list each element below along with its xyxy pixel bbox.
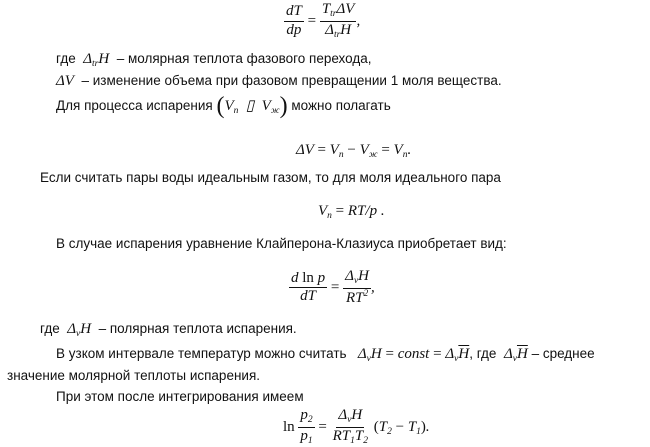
text-volume-definition: – изменение объема при фазовом превращении 1 моля вещества. <box>81 73 502 88</box>
text-line-ideal-gas <box>40 170 501 185</box>
symbol-delta-tr-h: $\Delta_{tr}H$ <box>79 51 113 69</box>
word-ln-2: ln <box>283 418 295 435</box>
word-const: const <box>397 346 430 362</box>
equation-ideal-gas: $V_п = RT/p$ . <box>318 203 385 221</box>
equation-integrated: ln $\frac{p_2}{p_1}$ = $\frac{\Delta_vH}{RT_1T_2}$ $(T_2 - T_1)$. <box>283 407 430 446</box>
word-where: где <box>56 51 76 66</box>
text-line-volume-definition <box>56 73 502 90</box>
text-narrow-cont: значение молярной теплоты испарения. <box>7 368 261 383</box>
symbol-mean-heat: $\Delta_v\overline{H}$ <box>500 346 528 364</box>
text-line-vaporization-heat <box>40 321 297 339</box>
text-evaporation-post: можно полагать <box>291 98 391 113</box>
text-narrow-mid: , где <box>469 346 497 361</box>
text-line-heat-definition <box>56 51 372 69</box>
equation-clausius-clapeyron: $\frac{\text{d ln p}}{dT}$ = $\frac{\Delta_vH}{RT^2}$ , <box>291 268 375 306</box>
symbol-delta-v: ΔV <box>56 73 78 89</box>
equation-clapeyron: $\frac{dT}{dp}$ = $\frac{T_{tr}\Delta V}{\Delta_{tr}H}$ , <box>286 1 361 40</box>
text-line-clausius-intro <box>56 236 507 251</box>
text-heat-definition: – молярная теплота фазового перехода, <box>116 51 372 66</box>
expression-vp-gg-vzh: ($V_п$ ▯ $V_ж$) <box>216 93 288 119</box>
symbol-delta-v-h: $\Delta_vH$ <box>63 321 95 339</box>
text-integration: При этом после интегрирования имеем <box>56 389 304 404</box>
expression-const-heat: $\Delta_vH$ = const = $\Delta_v\overline{H}$ <box>350 346 470 364</box>
text-line-narrow-continuation <box>7 368 260 383</box>
text-line-integration <box>56 389 304 404</box>
text-line-narrow-interval <box>56 346 595 364</box>
text-evaporation-pre: Для процесса испарения <box>56 98 213 113</box>
text-line-evaporation-process <box>56 93 391 120</box>
word-ln: ln <box>302 269 314 286</box>
text-narrow-pre: В узком интервале температур можно считать <box>56 346 347 361</box>
text-vaporization-heat: – полярная теплота испарения. <box>98 321 297 336</box>
text-ideal-gas: Если считать пары воды идеальным газом, то для моля идеального пара <box>40 170 501 185</box>
word-where-2: где <box>40 321 60 336</box>
equation-delta-v: $\Delta V = V_п - V_ж = V_п$. <box>296 142 412 160</box>
text-narrow-post: – среднее <box>531 346 595 361</box>
text-clausius-intro: В случае испарения уравнение Клайперона-Клазиуса приобретает вид: <box>56 236 507 251</box>
